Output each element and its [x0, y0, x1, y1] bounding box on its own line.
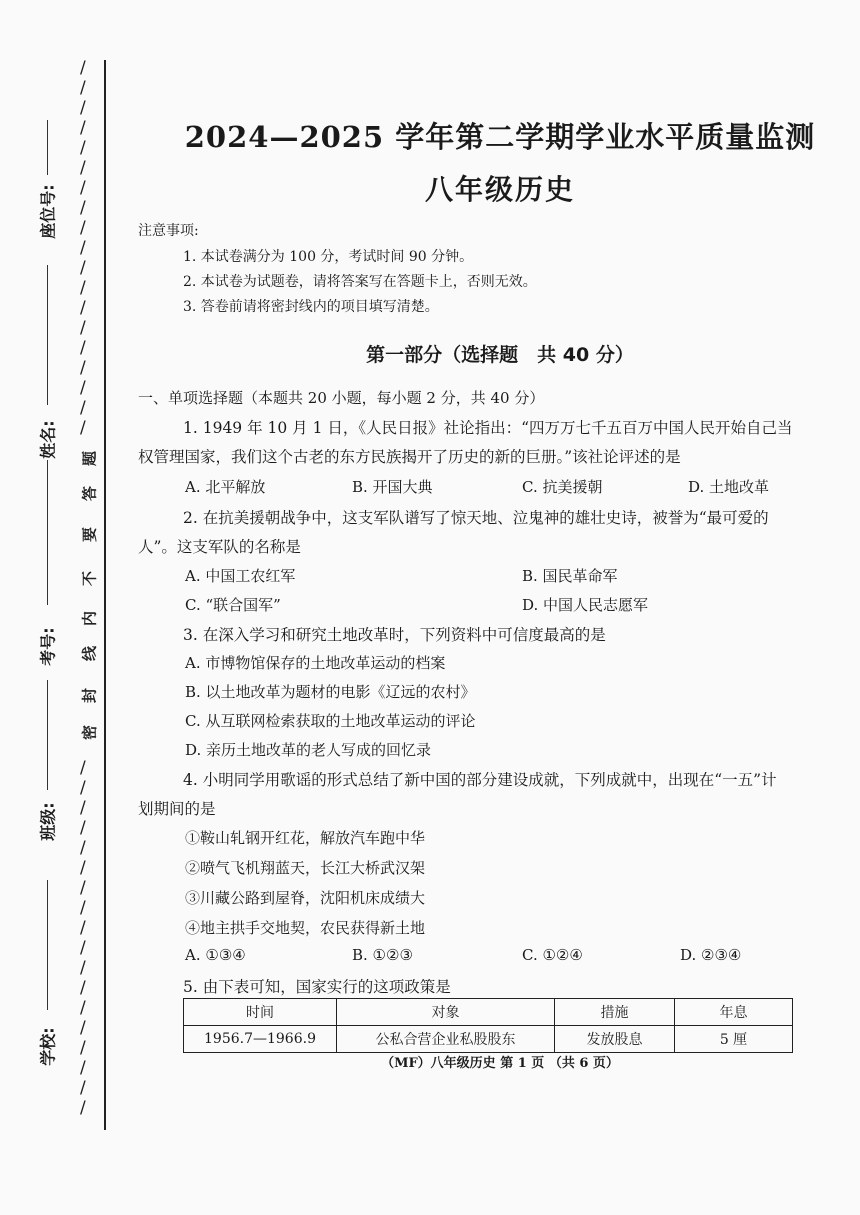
q4-item: ③川藏公路到屋脊，沈阳机床成绩大 [185, 889, 426, 907]
notice-item: 1. 本试卷满分为 100 分，考试时间 90 分钟。 [183, 249, 474, 265]
seal-slash-mark: / [80, 758, 86, 778]
seal-slash-mark: / [80, 858, 86, 878]
seal-slash-mark: / [80, 198, 86, 218]
notice-item: 3. 答卷前请将密封线内的项目填写清楚。 [183, 299, 439, 315]
class-field-label: 班级: [38, 802, 58, 841]
seal-char: 不 [80, 571, 99, 587]
q4-option-d: D. ②③④ [680, 946, 742, 964]
seal-slash-mark: / [80, 378, 86, 398]
seal-slash-mark: / [80, 218, 86, 238]
seal-slash-mark: / [80, 938, 86, 958]
notice-item: 2. 本试卷为试题卷，请将答案写在答题卡上，否则无效。 [183, 274, 537, 290]
seal-slash-mark: / [80, 278, 86, 298]
seal-slash-mark: / [80, 118, 86, 138]
seal-slash-mark: / [80, 418, 86, 438]
seal-char: 封 [80, 688, 99, 704]
table-cell: 5 厘 [675, 1026, 793, 1053]
seal-slash-mark: / [80, 1038, 86, 1058]
seal-slash-column [78, 60, 100, 1130]
q4-item: ④地主拱手交地契，农民获得新土地 [185, 919, 426, 937]
seal-slash-mark: / [80, 878, 86, 898]
question-1-text: 1. 1949 年 10 月 1 日，《人民日报》社论指出：“四万万七千五百万中国人民开始自己当 [183, 419, 793, 437]
question-2-text: 2. 在抗美援朝战争中，这支军队谱写了惊天地、泣鬼神的雄壮史诗，被誉为“最可爱的 [183, 509, 769, 527]
seal-slash-mark: / [80, 998, 86, 1018]
name-field-line [47, 265, 48, 405]
q4-item: ②喷气飞机翔蓝天，长江大桥武汉架 [185, 859, 426, 877]
school-field-label: 学校: [38, 1027, 58, 1066]
q3-option-d: D. 亲历土地改革的老人写成的回忆录 [185, 741, 432, 759]
seat-number-field-label: 座位号: [38, 184, 58, 239]
seal-slash-mark: / [80, 138, 86, 158]
exam-number-field-line [47, 460, 48, 605]
binding-line [104, 60, 106, 1130]
q3-option-c: C. 从互联网检索获取的土地改革运动的评论 [185, 712, 476, 730]
q4-option-c: C. ①②④ [522, 946, 583, 964]
seal-slash-mark: / [80, 898, 86, 918]
question-3-text: 3. 在深入学习和研究土地改革时，下列资料中可信度最高的是 [183, 626, 606, 644]
seal-slash-mark: / [80, 318, 86, 338]
seal-slash-mark: / [80, 258, 86, 278]
seal-slash-mark: / [80, 298, 86, 318]
binding-margin [0, 0, 110, 1215]
exam-subtitle: 八年级历史 [424, 173, 575, 206]
question-4-text: 4. 小明同学用歌谣的形式总结了新中国的部分建设成就，下列成就中，出现在“一五”计 [183, 771, 777, 789]
seal-char: 内 [80, 611, 99, 627]
exam-title: 2024—2025 学年第二学期学业水平质量监测 [184, 120, 816, 154]
seal-char: 密 [80, 725, 99, 741]
exam-number-field-label: 考号: [38, 627, 58, 666]
school-field-line [47, 880, 48, 1010]
seal-char: 答 [80, 486, 99, 502]
seal-slash-mark: / [80, 358, 86, 378]
seal-slash-mark: / [80, 1058, 86, 1078]
question-1-text-cont: 权管理国家，我们这个古老的东方民族揭开了历史的新的巨册。”该社论评述的是 [138, 448, 681, 466]
q4-option-a: A. ①③④ [185, 946, 246, 964]
seal-slash-mark: / [80, 838, 86, 858]
seal-slash-mark: / [80, 78, 86, 98]
seal-slash-mark: / [80, 978, 86, 998]
class-field-line [47, 680, 48, 790]
section-title: 一、单项选择题（本题共 20 小题，每小题 2 分，共 40 分） [138, 389, 545, 407]
seal-slash-mark: / [80, 1098, 86, 1118]
seal-slash-mark: / [80, 98, 86, 118]
q1-option-a: A. 北平解放 [185, 478, 266, 496]
q2-option-a: A. 中国工农红军 [185, 567, 296, 585]
table-header-cell: 时间 [184, 999, 337, 1026]
seal-slash-mark: / [80, 778, 86, 798]
page-footer: （MF）八年级历史 第 1 页 （共 6 页） [381, 1056, 619, 1071]
policy-table [183, 998, 793, 1053]
question-5-text: 5. 由下表可知，国家实行的这项政策是 [183, 978, 451, 996]
seal-slash-mark: / [80, 338, 86, 358]
seal-slash-mark: / [80, 58, 86, 78]
seal-slash-mark: / [80, 158, 86, 178]
q3-option-a: A. 市博物馆保存的土地改革运动的档案 [185, 654, 446, 672]
name-field-label: 姓名: [38, 420, 58, 459]
question-4-text-cont: 划期间的是 [138, 800, 216, 818]
q4-option-b: B. ①②③ [352, 946, 413, 964]
table-header-cell: 年息 [675, 999, 793, 1026]
q4-item: ①鞍山轧钢开红花，解放汽车跑中华 [185, 829, 426, 847]
table-header-cell: 对象 [337, 999, 555, 1026]
notice-heading: 注意事项: [138, 223, 199, 239]
table-cell: 公私合营企业私股股东 [337, 1026, 555, 1053]
seal-char: 要 [80, 527, 99, 543]
q2-option-b: B. 国民革命军 [522, 567, 618, 585]
seal-slash-mark: / [80, 918, 86, 938]
seal-slash-mark: / [80, 1018, 86, 1038]
seal-char: 线 [80, 646, 99, 662]
q2-option-c: C. “联合国军” [185, 596, 281, 614]
table-row [184, 1026, 793, 1053]
seal-char: 题 [80, 451, 99, 467]
seal-slash-mark: / [80, 238, 86, 258]
seal-slash-mark: / [80, 178, 86, 198]
table-header-row [184, 999, 793, 1026]
seal-slash-mark: / [80, 1078, 86, 1098]
part-title: 第一部分（选择题 共 40 分） [366, 344, 634, 366]
seal-slash-mark: / [80, 398, 86, 418]
seal-slash-mark: / [80, 818, 86, 838]
q1-option-d: D. 土地改革 [688, 478, 770, 496]
table-cell: 发放股息 [555, 1026, 675, 1053]
question-2-text-cont: 人”。这支军队的名称是 [138, 538, 301, 556]
seal-slash-mark: / [80, 798, 86, 818]
q3-option-b: B. 以土地改革为题材的电影《辽远的农村》 [185, 683, 476, 701]
q1-option-b: B. 开国大典 [352, 478, 433, 496]
table-header-cell: 措施 [555, 999, 675, 1026]
q1-option-c: C. 抗美援朝 [522, 478, 603, 496]
q2-option-d: D. 中国人民志愿军 [522, 596, 649, 614]
seal-slash-mark: / [80, 958, 86, 978]
seat-number-field-line [47, 120, 48, 175]
table-cell: 1956.7—1966.9 [184, 1026, 337, 1053]
